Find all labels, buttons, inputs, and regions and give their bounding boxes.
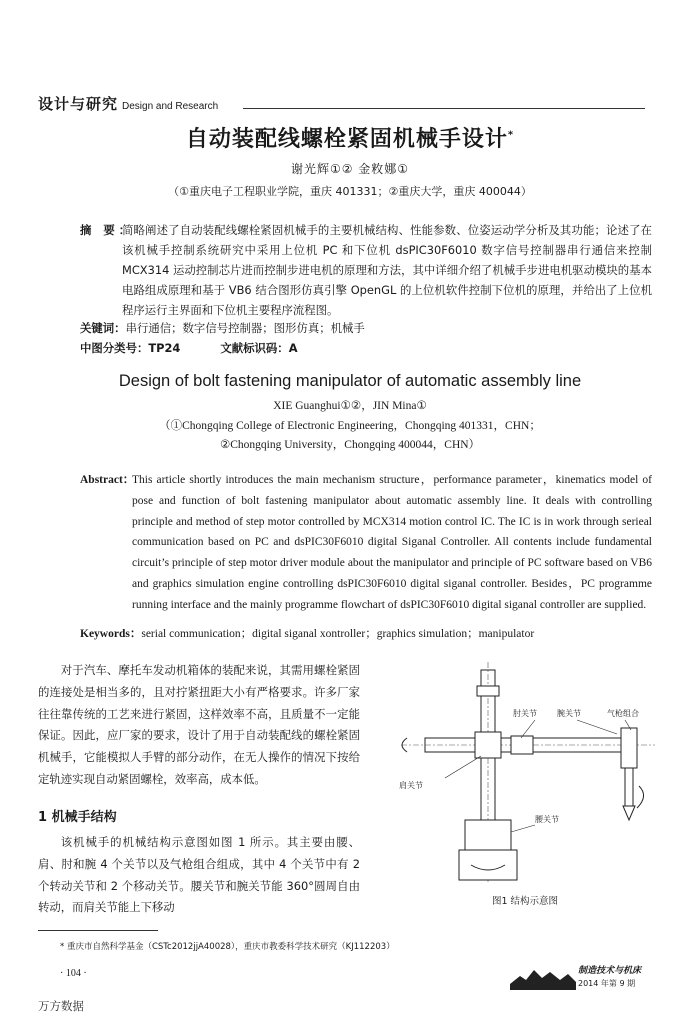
journal-logo-mark	[510, 970, 576, 990]
section-tag	[38, 93, 218, 114]
clc-label: 中图分类号：	[80, 341, 149, 355]
waist-housing	[465, 820, 511, 850]
clc-value: TP24	[148, 341, 181, 355]
shoulder-block	[475, 732, 501, 758]
title-zh: 自动装配线螺栓紧固机械手设计	[185, 127, 508, 152]
authors-en: XIE Guanghui①②，JIN Mina①	[273, 400, 427, 412]
keywords-zh	[80, 320, 365, 336]
journal-issue: 2014 年第 9 期	[578, 979, 636, 988]
section-1-heading: 1 机械手结构	[38, 810, 117, 825]
keywords-zh-text: 串行通信；数字信号控制器；图形仿真；机械手	[125, 321, 365, 335]
wrist-leader	[577, 720, 617, 734]
wrist-block	[621, 728, 637, 768]
wrist-rotation-arrow	[637, 786, 644, 808]
waist-leader	[511, 825, 535, 832]
keywords-en	[80, 625, 534, 641]
section-1-text: 该机械手的机械结构示意图如图 1 所示。其主要由腰、肩、肘和腕 4 个关节以及气枪组合组成，其中 4 个关节中有 2 个转动关节和 2 个移动关节。腰关节和腕关节能 360°圆周自由转动，而肩关节能上下移动	[38, 835, 360, 915]
section-tag-en: Design and Research	[122, 101, 219, 112]
abstract-zh	[80, 220, 652, 320]
affiliation-zh: （①重庆电子工程职业学院，重庆 401331；②重庆大学，重庆 400044）	[168, 185, 532, 198]
footnote-rule	[38, 930, 158, 931]
page-title	[0, 122, 700, 153]
journal-name: 制造技术与机床	[578, 966, 642, 976]
abstract-en-label: Abstract：	[80, 474, 135, 486]
title-en: Design of bolt fastening manipulator of automatic assembly line	[118, 372, 582, 390]
footnote: * 重庆市自然科学基金（CSTc2012jjA40028），重庆市教委科学技术研究（KJ112203）	[60, 942, 395, 952]
column-collar	[477, 686, 499, 696]
authors-zh: 谢光辉①② 金敉娜①	[290, 162, 410, 176]
elbow-leader	[521, 720, 535, 738]
intro-paragraph	[38, 660, 360, 791]
keywords-en-label: Keywords：	[80, 628, 142, 640]
structure-diagram	[385, 660, 665, 885]
title-footnote-mark: *	[507, 129, 515, 141]
keywords-en-text: serial communication；digital siganal xontroller；graphics simulation；manipulator	[141, 628, 535, 640]
watermark: 万方数据	[38, 999, 84, 1013]
air-gun-tip	[623, 806, 635, 820]
label-waist: 腰关节	[535, 815, 559, 824]
keywords-zh-label: 关键词：	[80, 321, 126, 335]
abstract-zh-text: 简略阐述了自动装配线螺栓紧固机械手的主要机械结构、性能参数、位姿运动学分析及其功能；论述了在该机械手控制系统研究中采用上位机 PC 和下位机 dsPIC30F6010 数字信号控制器串行通信来控制 MCX314 运动控制芯片进而控制步进电机的原理和方法，其中详细介绍了机械手步进电机驱动模块的基本电路组成原理和基于 VB6 结合图形仿真引擎 OpenGL 的上位机软件控制下位机的原理，并给出了上位机程序运行主界面和下位机主要程序流程图。	[122, 223, 652, 317]
section-1-paragraph	[38, 832, 360, 919]
label-elbow: 肘关节	[513, 709, 537, 718]
label-gun: 气枪组合	[607, 709, 639, 718]
shoulder-leader	[445, 756, 481, 778]
section-tag-zh: 设计与研究	[38, 95, 119, 113]
elbow-block	[511, 736, 533, 754]
abstract-zh-label: 摘 要：	[80, 223, 135, 237]
affiliation-en-1: （①Chongqing College of Electronic Engineering，Chongqing 401331，CHN；	[159, 420, 541, 432]
abstract-en	[80, 470, 652, 616]
abstract-en-text: This article shortly introduces the main mechanism structure，performance parameter，kinematics model of pose and function of bolt fastening manipulator about automatic assembly line. It deals with controlling principle and method of step motor controlled by MCX314 motion control IC. The IC is in work through serieal communication based on PC and dsPIC30F6010 digital Siganal Controller. All contents include fundamental circuit’s principle of step motor driver module about the manipulator and principle of PC software based on VB6 and graphics simulation engine controlling dsPIC30F6010 digital siganal controller. Besides，PC programme running interface and the mainly programme flowchart of dsPIC30F6010 digital siganal controller are supplied.	[132, 474, 652, 611]
doc-code-label: 文献标识码：	[220, 341, 289, 355]
affiliation-en-2: ②Chongqing University，Chongqing 400044，CHN）	[219, 439, 481, 451]
intro-text: 对于汽车、摩托车发动机箱体的装配来说，其需用螺栓紧固的连接处是相当多的，且对拧紧扭距大小有严格要求。许多厂家往往靠传统的工艺来进行紧固，这样效率不高，且质量不一定能保证。因此，应厂家的要求，设计了用于自动装配线的螺栓紧固机械手，它能模拟人手臂的部分动作，在无人操作的情况下按给定轨迹实现自动紧固螺栓，效率高，成本低。	[38, 663, 360, 786]
air-gun-body	[625, 768, 633, 806]
label-wrist: 腕关节	[557, 709, 581, 718]
label-shoulder: 肩关节	[399, 781, 423, 790]
classification	[80, 340, 298, 356]
figure-caption: 图1 结构示意图	[491, 896, 559, 907]
base-pedestal	[459, 850, 517, 880]
header-rule	[243, 108, 645, 109]
page-number: · 104 ·	[60, 968, 87, 979]
doc-code-value: A	[288, 341, 298, 355]
